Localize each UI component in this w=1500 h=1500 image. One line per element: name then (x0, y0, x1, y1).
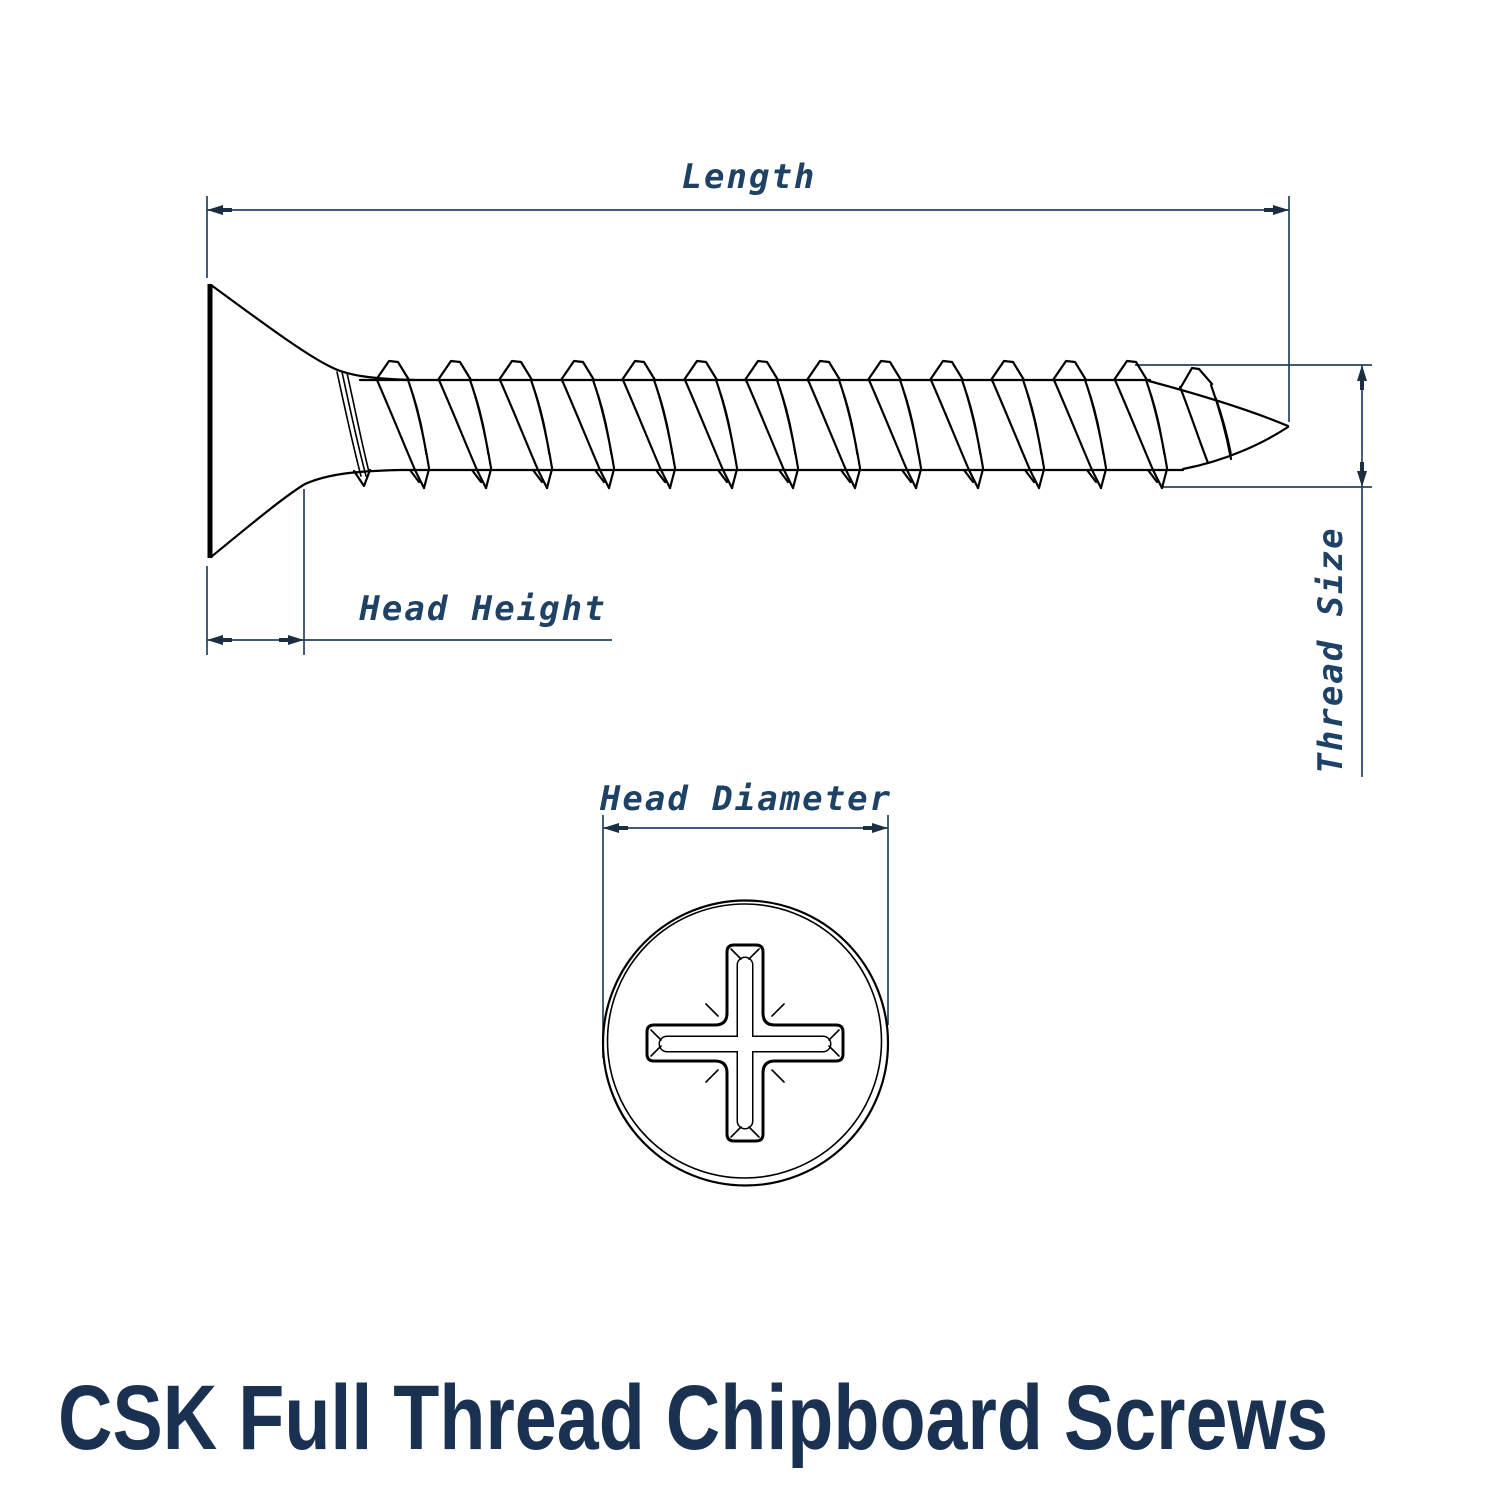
product-title: CSK Full Thread Chipboard Screws (58, 1367, 1329, 1469)
thread-size-label: Thread Size (1311, 526, 1351, 774)
thread-runout (337, 372, 370, 486)
screw-side-view (210, 284, 1288, 558)
head-height-arrow-right (279, 635, 304, 645)
screw-head-view (603, 901, 888, 1186)
head-diameter-arrow-right (863, 823, 888, 833)
phillips-inner-slot (660, 958, 830, 1128)
head-diameter-arrow-left (603, 823, 628, 833)
head-diameter-label: Head Diameter (599, 779, 893, 819)
length-arrow-right (1264, 205, 1289, 215)
head-cone-top-edge (211, 285, 415, 380)
head-cone-bottom-edge (211, 470, 400, 557)
dimension-length (207, 196, 1289, 422)
length-label: Length (681, 157, 817, 197)
head-height-arrow-left (207, 635, 232, 645)
dimension-head-height (207, 489, 612, 655)
screw-tip (1149, 368, 1288, 469)
thread-size-arrow-down (1357, 462, 1367, 487)
thread-size-arrow-up (1357, 365, 1367, 390)
head-height-label: Head Height (359, 589, 607, 629)
length-arrow-left (207, 205, 232, 215)
